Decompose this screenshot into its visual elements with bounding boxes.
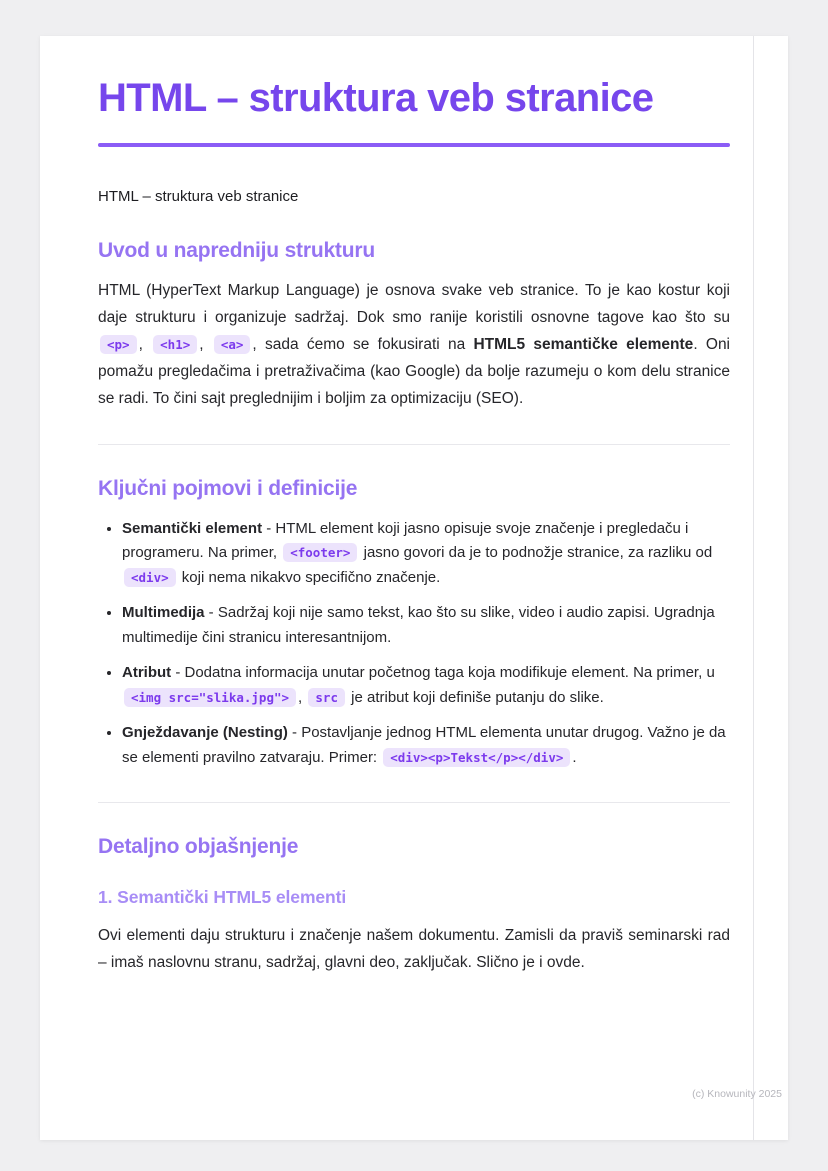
section-heading-detaljno: Detaljno objašnjenje [98, 835, 299, 859]
inline-code-img-tag: <img src="slika.jpg"> [124, 688, 296, 707]
section-heading-uvod: Uvod u napredniju strukturu [98, 238, 375, 262]
subsection-heading-semanticki-html5: 1. Semantički HTML5 elementi [98, 887, 347, 908]
page-title: HTML – struktura veb stranice [98, 76, 654, 120]
text-run: - Dodatna informacija unutar početnog taga koja modifikuje element. Na primer, u [171, 664, 715, 682]
text-run: . Oni pomažu pregledačima i pretraživačima (kao Google) da bolje razumeju o kom delu stranice se radi. To čini sajt preglednijim i boljim za optimizaciju (SEO). [98, 335, 731, 407]
section-heading-kljucni-pojmovi: Ključni pojmovi i definicije [98, 476, 358, 500]
page-content [40, 36, 788, 976]
inline-code-footer-tag: <footer> [283, 543, 357, 562]
inline-code-h1-tag: <h1> [153, 335, 197, 354]
text-run: , [298, 688, 307, 706]
bold-html5-semantic-elements: HTML5 semantičke elemente [473, 335, 694, 353]
terms-list [98, 517, 730, 771]
title-divider [98, 143, 730, 147]
text-run: jasno govori da je to podnožje stranice, za razliku od [359, 544, 713, 562]
text-run: HTML (HyperText Markup Language) je osnova svake veb stranice. To je kao kostur koji daje strukturu i organizuje sadržaj. Dok smo ranije koristili osnovne tagove kao što su [98, 281, 730, 326]
text-run: , [138, 335, 152, 353]
list-item-multimedija [122, 601, 730, 650]
watermark: (c) Knowunity 2025 [692, 1088, 782, 1100]
intro-paragraph [98, 277, 730, 412]
text-run: , [199, 335, 212, 353]
section-divider [98, 802, 730, 803]
intro-line: HTML – struktura veb stranice [98, 187, 299, 205]
list-item-semanticki-element [122, 517, 730, 591]
text-run: . [572, 748, 577, 766]
text-run: , sada ćemo se fokusirati na [252, 335, 474, 353]
document-page [40, 36, 788, 1140]
inline-code-nesting-example: <div><p>Tekst</p></div> [383, 748, 570, 767]
text-run: - Sadržaj koji nije samo tekst, kao što su slike, video i audio zapisi. Ugradnja multimedije čini stranicu interesantnijom. [122, 604, 715, 646]
text-run: - Postavljanje jednog HTML elementa unutar drugog. Važno je da se elementi pravilno zatvaraju. Primer: [122, 724, 726, 766]
section-divider [98, 444, 730, 445]
list-item-atribut [122, 661, 730, 710]
term-label: Atribut [122, 664, 172, 682]
detail-paragraph: Ovi elementi daju strukturu i značenje našem dokumentu. Zamisli da praviš seminarski rad – imaš naslovnu stranu, sadržaj, glavni deo, zaključak. Slično je i ovde. [98, 927, 730, 972]
inline-code-a-tag: <a> [214, 335, 251, 354]
term-label: Gnježdavanje (Nesting) [122, 724, 288, 742]
list-item-gnjezdavanje [122, 721, 730, 770]
inline-code-src-attr: src [308, 688, 345, 707]
text-run: je atribut koji definiše putanju do slike. [346, 688, 604, 706]
term-label: Semantički element [122, 519, 263, 537]
inline-code-p-tag: <p> [100, 335, 137, 354]
term-label: Multimedija [122, 604, 205, 622]
inline-code-div-tag: <div> [124, 568, 176, 587]
text-run: - HTML element koji jasno opisuje svoje značenje i pregledaču i programeru. Na primer, [122, 519, 689, 562]
text-run: koji nema nikakvo specifično značenje. [177, 568, 441, 586]
